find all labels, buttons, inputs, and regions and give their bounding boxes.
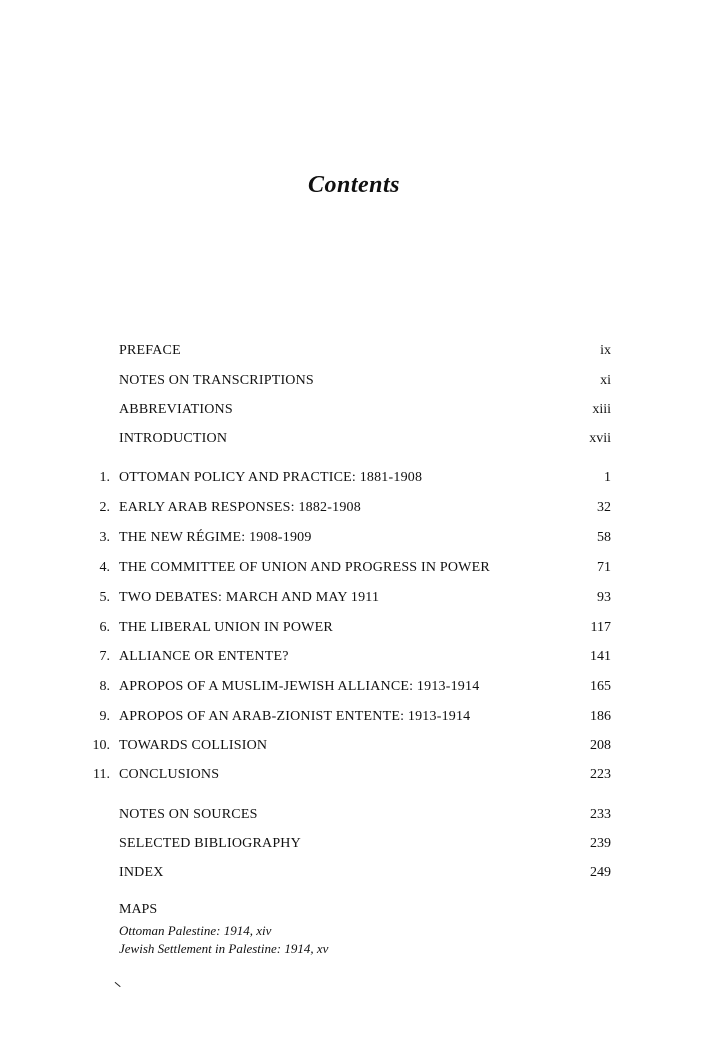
toc-chapter-label: CONCLUSIONS: [119, 767, 220, 782]
toc-chapter-page: 223: [590, 767, 611, 782]
toc-chapter-number: 7.: [99, 649, 110, 664]
maps-heading: MAPS: [119, 902, 158, 917]
toc-chapter-page: 117: [590, 620, 611, 635]
toc-chapter-number: 2.: [99, 500, 110, 515]
toc-chapter-label: TWO DEBATES: MARCH AND MAY 1911: [119, 590, 380, 605]
toc-chapter-number: 10.: [92, 738, 110, 753]
toc-chapter-label: APROPOS OF AN ARAB-ZIONIST ENTENTE: 1913-1914: [119, 709, 471, 724]
toc-chapter-number: 5.: [99, 590, 110, 605]
toc-entry-selected-bibliography: [0, 833, 708, 855]
toc-chapter-number: 1.: [99, 470, 110, 485]
toc-entry-page: ix: [600, 343, 611, 358]
toc-chapter-1: [0, 467, 708, 489]
toc-chapter-page: 1: [604, 470, 611, 485]
toc-chapter-label: THE LIBERAL UNION IN POWER: [119, 620, 333, 635]
toc-chapter-page: 141: [590, 649, 611, 664]
toc-chapter-label: TOWARDS COLLISION: [119, 738, 268, 753]
toc-chapter-page: 93: [597, 590, 611, 605]
toc-entry-label: INDEX: [119, 865, 164, 880]
toc-chapter-number: 6.: [99, 620, 110, 635]
toc-chapter-11: [0, 764, 708, 786]
toc-entry-label: NOTES ON SOURCES: [119, 807, 258, 822]
toc-chapter-page: 58: [597, 530, 611, 545]
toc-chapter-2: [0, 497, 708, 519]
toc-chapter-page: 208: [590, 738, 611, 753]
maps-item: Jewish Settlement in Palestine: 1914, xv: [119, 941, 329, 956]
toc-chapter-number: 8.: [99, 679, 110, 694]
toc-chapter-10: [0, 735, 708, 757]
toc-chapter-label: THE NEW RÉGIME: 1908-1909: [119, 530, 312, 545]
toc-entry-page: xiii: [592, 402, 611, 417]
toc-entry-label: ABBREVIATIONS: [119, 402, 233, 417]
toc-chapter-7: [0, 646, 708, 668]
toc-entry-notes-on-transcriptions: [0, 370, 708, 392]
toc-entry-page: 239: [590, 836, 611, 851]
toc-entry-label: INTRODUCTION: [119, 431, 228, 446]
toc-entry-preface: [0, 340, 708, 362]
toc-entry-page: 233: [590, 807, 611, 822]
toc-chapter-page: 165: [590, 679, 611, 694]
toc-entry-abbreviations: [0, 399, 708, 421]
toc-entry-page: xi: [600, 373, 611, 388]
toc-chapter-8: [0, 676, 708, 698]
toc-entry-label: SELECTED BIBLIOGRAPHY: [119, 836, 301, 851]
toc-chapter-label: APROPOS OF A MUSLIM-JEWISH ALLIANCE: 1913-1914: [119, 679, 480, 694]
toc-entry-label: PREFACE: [119, 343, 181, 358]
toc-chapter-label: ALLIANCE OR ENTENTE?: [119, 649, 289, 664]
stray-mark: [114, 982, 120, 988]
toc-chapter-number: 4.: [99, 560, 110, 575]
toc-chapter-3: [0, 527, 708, 549]
toc-entry-notes-on-sources: [0, 804, 708, 826]
toc-chapter-number: 3.: [99, 530, 110, 545]
maps-item: Ottoman Palestine: 1914, xiv: [119, 923, 272, 938]
toc-chapter-6: [0, 617, 708, 639]
toc-chapter-label: OTTOMAN POLICY AND PRACTICE: 1881-1908: [119, 470, 423, 485]
toc-chapter-4: [0, 557, 708, 579]
toc-entry-page: 249: [590, 865, 611, 880]
toc-chapter-5: [0, 587, 708, 609]
toc-entry-index: [0, 862, 708, 884]
toc-chapter-page: 32: [597, 500, 611, 515]
toc-chapter-number: 9.: [99, 709, 110, 724]
toc-chapter-number: 11.: [93, 767, 110, 782]
toc-entry-page: xvii: [589, 431, 611, 446]
page-title: Contents: [307, 172, 401, 198]
toc-chapter-page: 71: [597, 560, 611, 575]
toc-chapter-page: 186: [590, 709, 611, 724]
toc-chapter-label: EARLY ARAB RESPONSES: 1882-1908: [119, 500, 361, 515]
toc-chapter-9: [0, 706, 708, 728]
toc-entry-label: NOTES ON TRANSCRIPTIONS: [119, 373, 314, 388]
toc-chapter-label: THE COMMITTEE OF UNION AND PROGRESS IN POWER: [119, 560, 490, 575]
toc-entry-introduction: [0, 428, 708, 450]
